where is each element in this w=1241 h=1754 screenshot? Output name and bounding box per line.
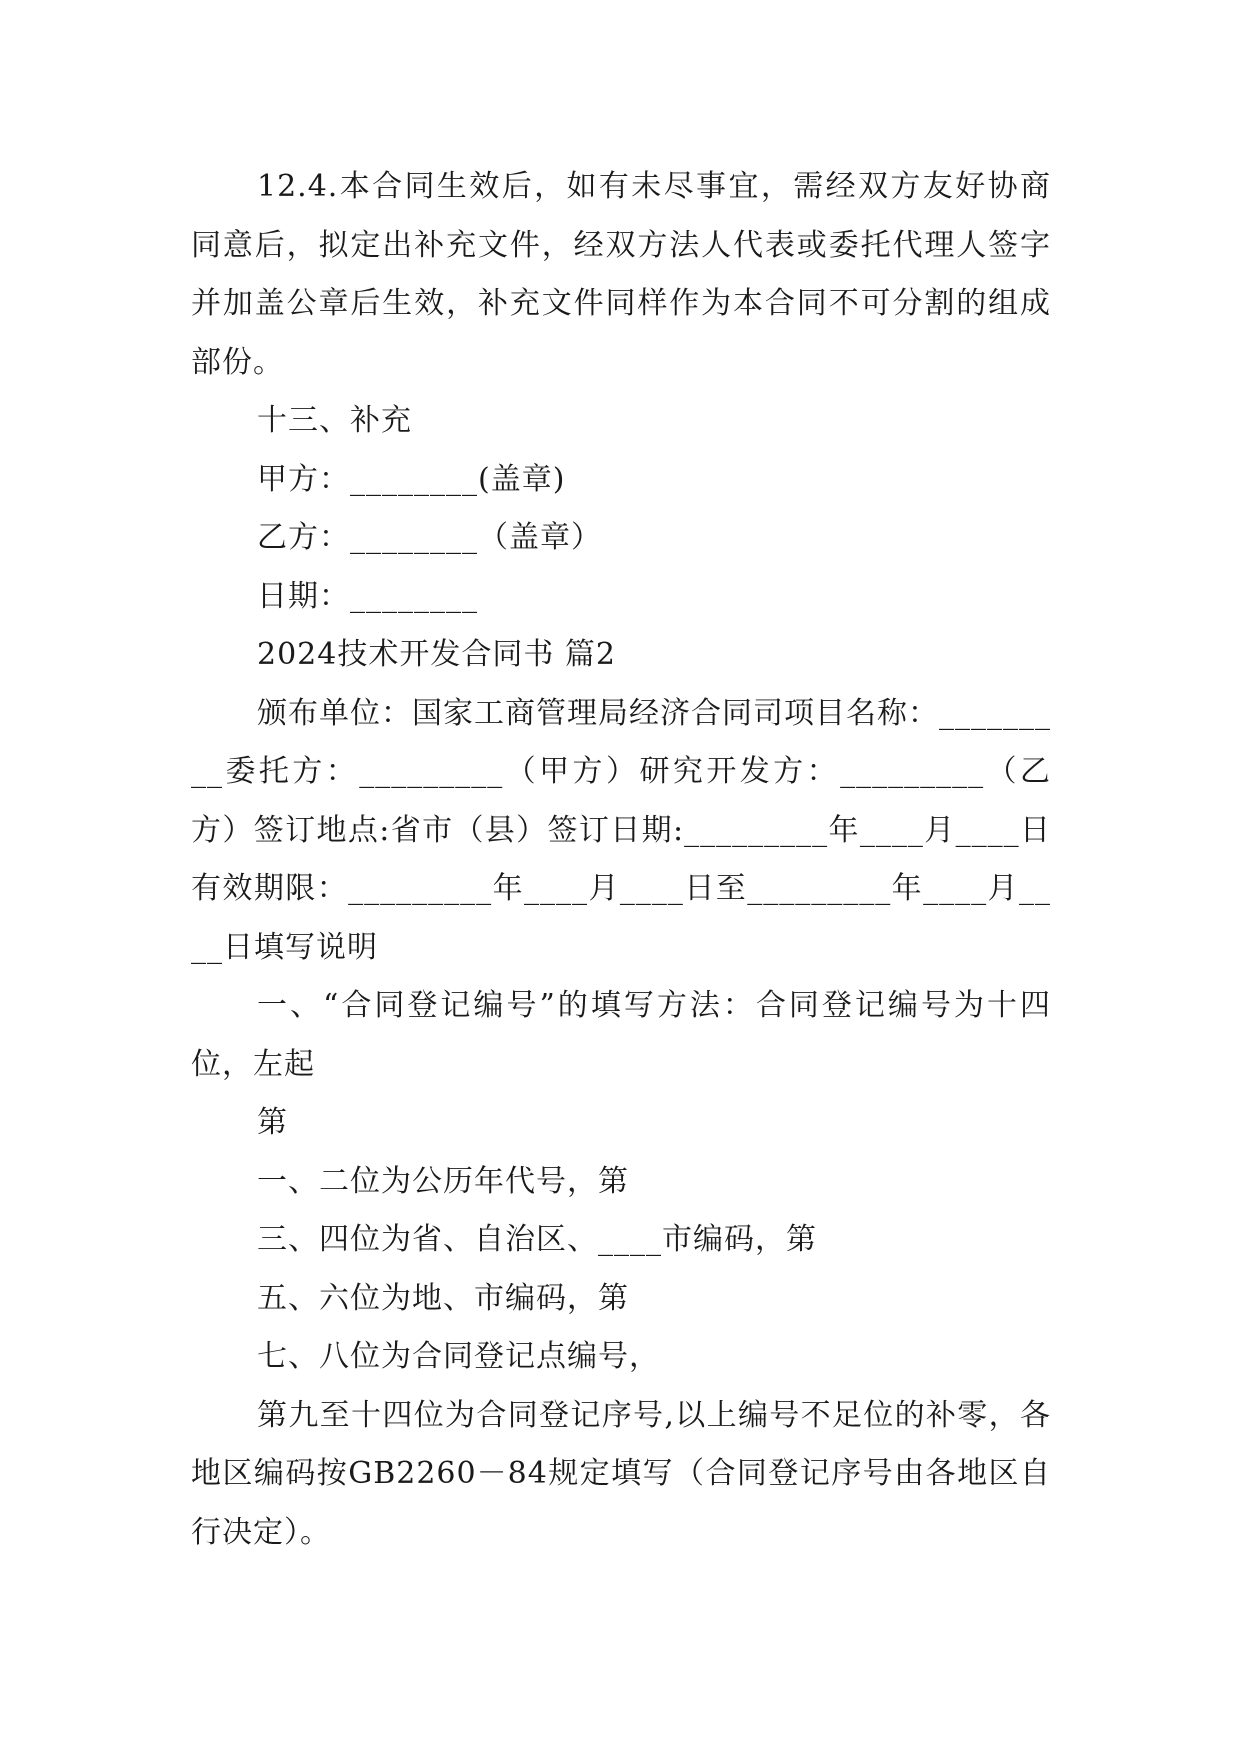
- contract-title: 2024技术开发合同书 篇2: [257, 637, 616, 672]
- instruction-1: 一、“合同登记编号”的填写方法：合同登记编号为十四位，左起: [191, 988, 1051, 1082]
- instruction-digits-7-8: 七、八位为合同登记点编号，: [257, 1339, 660, 1374]
- contract-header-info: 颁布单位：国家工商管理局经济合同司项目名称：_________委托方：_________（甲方）研究开发方：_________（乙方）签订地点:省市（县）签订日期:_________年____月____日有效期限：_________年____月____日至_________年____月____日填写说明: [191, 695, 1051, 965]
- paragraph-12-4: 12.4.本合同生效后，如有未尽事宜，需经双方友好协商同意后，拟定出补充文件，经双方法人代表或委托代理人签字并加盖公章后生效，补充文件同样作为本合同不可分割的组成部份。: [191, 169, 1051, 380]
- party-a-line: 甲方：________(盖章): [257, 461, 566, 497]
- party-b-line: 乙方：________（盖章）: [257, 520, 602, 555]
- instruction-digits-5-6: 五、六位为地、市编码，第: [257, 1280, 629, 1316]
- instruction-di: 第: [257, 1105, 288, 1140]
- instruction-digits-3-4: 三、四位为省、自治区、____市编码，第: [257, 1222, 817, 1257]
- section-13-heading: 十三、补充: [257, 403, 412, 438]
- document-body: [191, 158, 1051, 1562]
- instruction-digits-9-14: 第九至十四位为合同登记序号,以上编号不足位的补零，各地区编码按GB2260－84规定填写（合同登记序号由各地区自行决定）。: [191, 1397, 1051, 1550]
- instruction-digits-1-2: 一、二位为公历年代号，第: [257, 1163, 629, 1199]
- date-line: 日期：________: [257, 578, 478, 614]
